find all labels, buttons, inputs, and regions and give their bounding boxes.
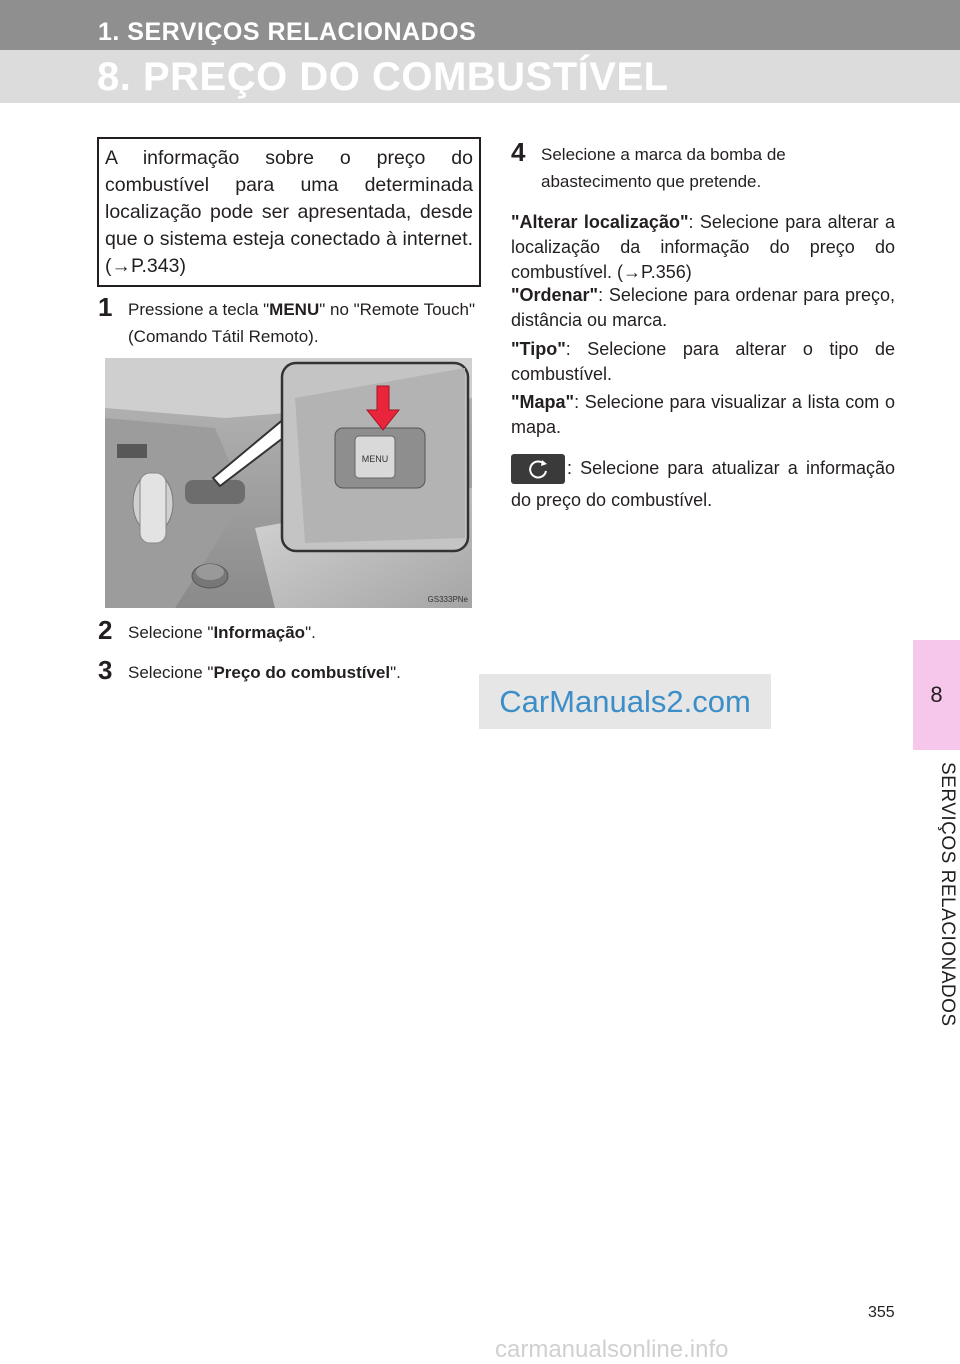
step-text-pre: Selecione ": [128, 663, 214, 682]
step-text-post: " no "Remote Touch" (Comando Tátil Remoto).: [128, 300, 475, 346]
step-3: [98, 655, 478, 686]
option-ordenar: [511, 283, 895, 333]
option-tipo: [511, 337, 895, 387]
option-alterar-localizacao: [511, 210, 895, 285]
option-desc: : Selecione para alterar o tipo de combustível.: [511, 339, 895, 384]
step-text-pre: Selecione ": [128, 623, 214, 642]
option-desc: : Selecione para visualizar a lista com o mapa.: [511, 392, 895, 437]
step-text: Selecione a marca da bomba de abastecimento que pretende.: [541, 145, 786, 191]
refresh-note: [511, 452, 895, 516]
step-4: [511, 137, 895, 195]
page-title: 8. PREÇO DO COMBUSTÍVEL: [97, 55, 669, 99]
option-name: "Mapa": [511, 392, 575, 412]
step-text-post: ".: [305, 623, 316, 642]
option-name: "Alterar localização": [511, 212, 689, 232]
step-text: [98, 292, 478, 350]
step-text-post: ".: [390, 663, 401, 682]
option-name: "Tipo": [511, 339, 566, 359]
step-text: [98, 655, 478, 686]
footer-source: carmanualsonline.info: [495, 1336, 729, 1363]
step-text-pre: Pressione a tecla ": [128, 300, 270, 319]
intro-box: A informação sobre o preço do combustível para uma determinada localização pode ser apresentada, desde que o sistema esteja conectado à internet. (→P.343): [97, 137, 481, 287]
refresh-note-text: : Selecione para atualizar a informação do preço do combustível.: [511, 458, 895, 511]
step-1: [98, 292, 478, 350]
watermark: CarManuals2.com: [479, 674, 771, 729]
step-number: 4: [511, 137, 526, 167]
option-desc: : Selecione para ordenar para preço, distância ou marca.: [511, 285, 895, 330]
chapter-tab: 8: [913, 640, 960, 750]
console-photo: [105, 358, 472, 608]
chapter-label: SERVIÇOS RELACIONADOS: [937, 762, 958, 1027]
step-text-bold: Preço do combustível: [213, 663, 391, 682]
step-text-bold: Informação: [213, 623, 306, 642]
section-title: 1. SERVIÇOS RELACIONADOS: [98, 18, 477, 46]
page-number: 355: [868, 1304, 895, 1321]
option-mapa: [511, 390, 895, 440]
step-2: [98, 615, 478, 646]
step-text: [98, 615, 478, 646]
step-text-bold: MENU: [269, 300, 320, 319]
option-desc: : Selecione para alterar a localização da informação do preço do combustível. (→P.356): [511, 212, 895, 282]
step-number: 2: [98, 615, 113, 645]
figure-callout: MENU: [361, 454, 389, 464]
refresh-button-icon: [511, 454, 565, 484]
option-name: "Ordenar": [511, 285, 599, 305]
figure-code: GS333PNe: [427, 595, 468, 604]
step-number: 3: [98, 655, 113, 685]
step-number: 1: [98, 292, 113, 322]
